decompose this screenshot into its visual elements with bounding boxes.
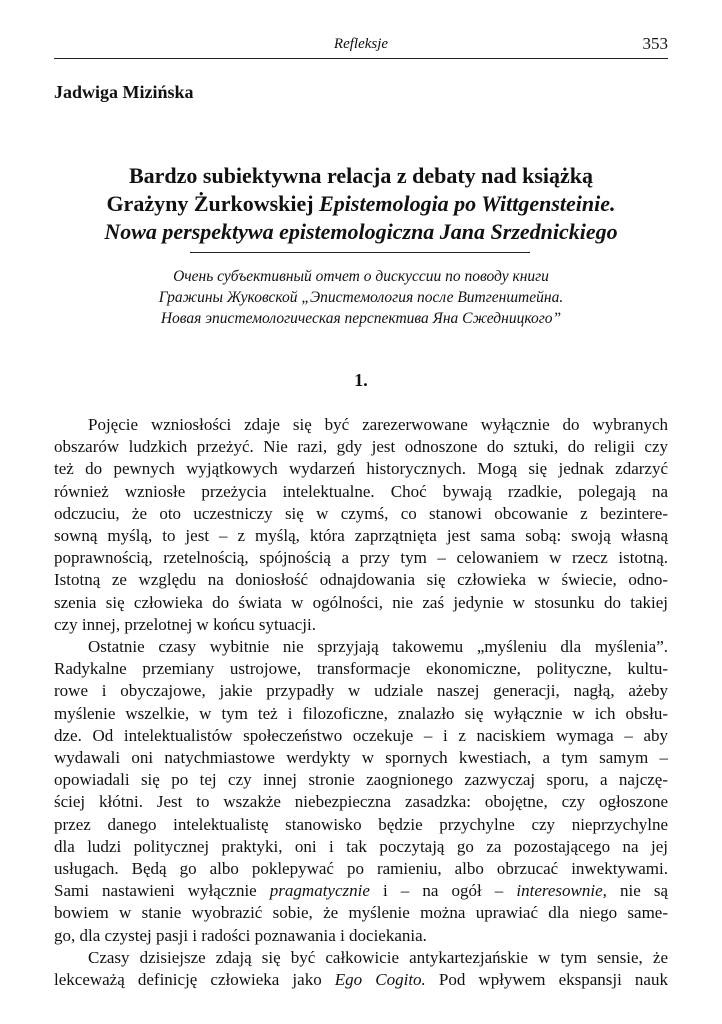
text-run: nie są xyxy=(606,881,668,901)
text-line: myślenie wszelkie, w tym też i filozoficzne, znalazło się wyłącznie w ich obsłu- xyxy=(54,703,668,723)
italic-run: interesownie, xyxy=(516,881,607,901)
text-line xyxy=(54,969,668,991)
text-line: Czasy dzisiejsze zdają się być całkowicie antykartezjańskie w tym sensie, że xyxy=(88,947,668,967)
text-line: dze. Od intelektualistów społeczeństwo oczekuje – i z naciskiem wymaga – aby xyxy=(54,725,668,745)
text-line: opowiadali się po tej czy innej stronie zaognionego zazwyczaj sporu, a najczę- xyxy=(54,770,668,790)
author-name: Jadwiga Mizińska xyxy=(54,82,194,102)
page-header xyxy=(54,34,668,56)
italic-run: pragmatycznie xyxy=(269,881,370,901)
text-line: dla ludzi politycznej praktyki, oni i tak poczytają go za pozostającego na jej xyxy=(54,836,668,856)
title-divider xyxy=(190,252,530,253)
text-line: Pojęcie wzniosłości zdaje się być zarezerwowane wyłącznie do wybranych xyxy=(88,415,668,434)
running-title: Refleksje xyxy=(333,36,389,52)
text-line: Istotną ze względu na doniosłość odnajdowania się człowieka w świecie, odno- xyxy=(54,570,668,590)
italic-run: Ego Cogito. xyxy=(334,970,426,990)
title-line-1: Bardzo subiektywna relacja z debaty nad książką xyxy=(128,163,594,188)
text-line: wydawali oni natychmiastowe werdykty w spornych kwestiach, a tym samym – xyxy=(54,748,668,768)
title-line-2 xyxy=(54,190,668,218)
text-line xyxy=(54,880,668,902)
text-line: usługach. Będą go albo poklepywać po ramieniu, albo obrzucać inwektywami. xyxy=(54,859,668,879)
russian-title-line: Новая эпистемологическая перспектива Яна Сжедницкого” xyxy=(160,310,562,327)
text-line: rowe i obyczajowe, jakie przypadły w udziale naszej generacji, nagłą, ażeby xyxy=(54,681,668,701)
text-line: go, dla czystej pasji i radości poznawania i dociekania. xyxy=(54,925,427,945)
header-divider xyxy=(54,58,668,59)
title-line-3: Nowa perspektywa epistemologiczna Jana Srzednickiego xyxy=(104,219,618,244)
article-title xyxy=(54,162,668,246)
text-line: poprawnością, rzetelnością, spójnością a przy tym – celowaniem w rzecz istotną. xyxy=(54,548,668,568)
text-line: obszarów ludzkich przeżyć. Nie razi, gdy jest odnoszone do sztuki, do religii czy xyxy=(54,437,668,457)
title-line-2-plain: Grażyny Żurkowskiej xyxy=(106,191,320,216)
text-run: lekceważą definicję człowieka jako xyxy=(54,970,335,990)
body-text xyxy=(54,414,668,991)
text-line: Ostatnie czasy wybitnie nie sprzyjają takowemu „myśleniu dla myślenia”. xyxy=(88,637,668,657)
text-line: ściej kłótni. Jest to wszakże niebezpieczna zasadzka: obojętne, czy ogłoszone xyxy=(54,792,668,812)
russian-title-line: Гражины Жуковской „Эпистемология после Витгенштейна. xyxy=(158,289,564,306)
russian-title-line: Очень субъективный отчет о дискуссии по поводу книги xyxy=(173,268,549,285)
text-line: Radykalne przemiany ustrojowe, transformacje ekonomiczne, polityczne, kultu- xyxy=(54,659,668,679)
text-line: szenia się człowieka do świata w ogólności, nie zaś jedynie w stosunku do takiej xyxy=(54,592,668,612)
text-run: i – na ogół – xyxy=(369,881,517,901)
text-line: odczuciu, że oto uczestniczy się w czymś, co stanowi obcowanie z bezintere- xyxy=(54,503,668,523)
text-line: bowiem w stanie wyobrazić sobie, że myślenie można uprawiać dla niego same- xyxy=(54,903,668,923)
text-line: również wzniosłe przeżycia intelektualne. Choć bywają rzadkie, polegają na xyxy=(54,481,668,501)
text-line: sowną myślą, to jest – z myślą, która zaprzątnięta jest sama sobą: swoją własną xyxy=(54,526,668,546)
text-line: też do pewnych wyjątkowych wydarzeń historycznych. Mogą się jednak zdarzyć xyxy=(54,459,668,479)
page-number: 353 xyxy=(642,34,668,53)
text-line: czy innej, przelotnej w końcu sytuacji. xyxy=(54,614,316,634)
russian-title xyxy=(54,266,668,329)
text-run: Pod wpływem ekspansji nauk xyxy=(425,970,668,990)
section-number: 1. xyxy=(354,370,368,390)
text-run: Sami nastawieni wyłącznie xyxy=(54,881,270,901)
text-line: przez danego intelektualistę stanowisko będzie przychylne czy nieprzychylne xyxy=(54,814,668,834)
title-line-2-italic: Epistemologia po Wittgensteinie. xyxy=(319,191,616,216)
